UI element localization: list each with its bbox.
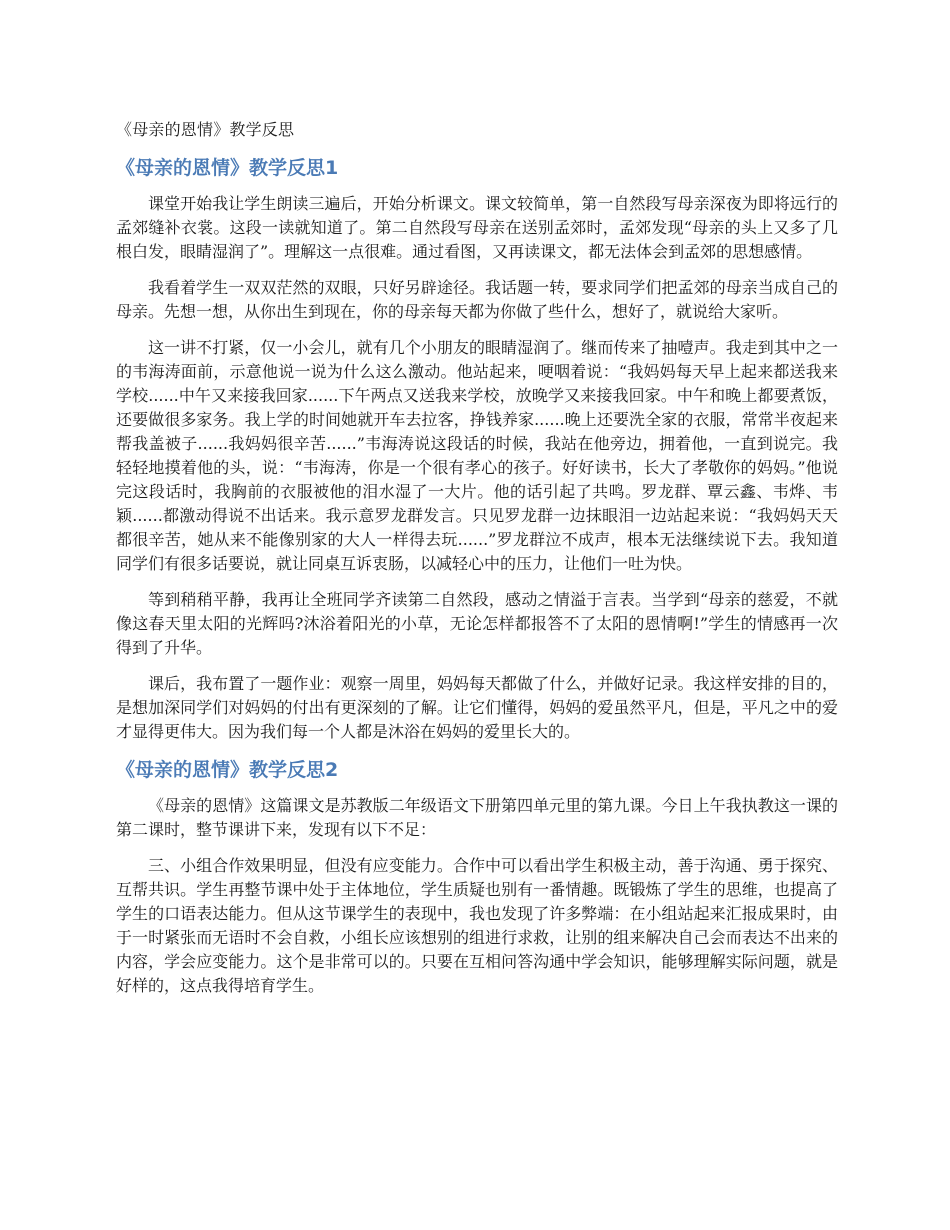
paragraph: 等到稍稍平静，我再让全班同学齐读第二自然段，感动之情溢于言表。当学到“母亲的慈爱，不就像这春天里太阳的光辉吗?沐浴着阳光的小草，无论怎样都报答不了太阳的恩情啊!”学生的情感再一次得到了升华。 — [116, 590, 838, 657]
section-heading: 《母亲的恩情》教学反思1 — [116, 157, 339, 179]
paragraph: 课堂开始我让学生朗读三遍后，开始分析课文。课文较简单，第一自然段写母亲深夜为即将远行的孟郊缝补衣裳。这段一读就知道了。第二自然段写母亲在送别孟郊时，孟郊发现“母亲的头上又多了几根白发，眼睛湿润了”。理解这一点很难。通过看图，又再读课文，都无法体会到孟郊的思想感情。 — [116, 194, 838, 261]
document-page — [116, 118, 838, 1010]
paragraph: 我看着学生一双双茫然的双眼，只好另辟途径。我话题一转，要求同学们把孟郊的母亲当成自己的母亲。先想一想，从你出生到现在，你的母亲每天都为你做了些什么，想好了，就说给大家听。 — [116, 278, 838, 321]
paragraph: 课后，我布置了一题作业：观察一周里，妈妈每天都做了什么，并做好记录。我这样安排的目的，是想加深同学们对妈妈的付出有更深刻的了解。让它们懂得，妈妈的爱虽然平凡，但是，平凡之中的爱才显得更伟大。因为我们每一个人都是沐浴在妈妈的爱里长大的。 — [116, 674, 838, 741]
section-heading: 《母亲的恩情》教学反思2 — [116, 759, 339, 781]
paragraph: 《母亲的恩情》这篇课文是苏教版二年级语文下册第四单元里的第九课。今日上午我执教这一课的第二课时，整节课讲下来，发现有以下不足： — [116, 796, 838, 839]
section-1 — [116, 154, 838, 744]
paragraph: 三、小组合作效果明显，但没有应变能力。合作中可以看出学生积极主动，善于沟通、勇于探究、互帮共识。学生再整节课中处于主体地位，学生质疑也别有一番情趣。既锻炼了学生的思维，也提高了学生的口语表达能力。但从这节课学生的表现中，我也发现了许多弊端：在小组站起来汇报成果时，由于一时紧张而无语时不会自救，小组长应该想别的组进行求救，让别的组来解决自己会而表达不出来的内容，学会应变能力。这个是非常可以的。只要在互相问答沟通中学会知识，能够理解实际问题，就是好样的，这点我得培育学生。 — [116, 856, 838, 995]
document-title: 《母亲的恩情》教学反思 — [116, 120, 295, 139]
section-2 — [116, 756, 838, 998]
paragraph: 这一讲不打紧，仅一小会儿，就有几个小朋友的眼睛湿润了。继而传来了抽噎声。我走到其中之一的韦海涛面前，示意他说一说为什么这么激动。他站起来，哽咽着说：“我妈妈每天早上起来都送我来学校......中午又来接我回家......下午两点又送我来学校，放晚学又来接我回家。中午和晚上都要煮饭，还要做很多家务。我上学的时间她就开车去拉客，挣钱养家......晚上还要洗全家的衣服，常常半夜起来帮我盖被子......我妈妈很辛苦......”韦海涛说这段话的时候，我站在他旁边，拥着他，一直到说完。我轻轻地摸着他的头，说：“韦海涛，你是一个很有孝心的孩子。好好读书，长大了孝敬你的妈妈。”他说完这段话时，我胸前的衣服被他的泪水湿了一大片。他的话引起了共鸣。罗龙群、覃云鑫、韦烨、韦颖......都激动得说不出话来。我示意罗龙群发言。只见罗龙群一边抹眼泪一边站起来说：“我妈妈天天都很辛苦，她从来不能像别家的大人一样得去玩......”罗龙群泣不成声，根本无法继续说下去。我知道同学们有很多话要说，就让同桌互诉衷肠，以减轻心中的压力，让他们一吐为快。 — [116, 338, 838, 573]
